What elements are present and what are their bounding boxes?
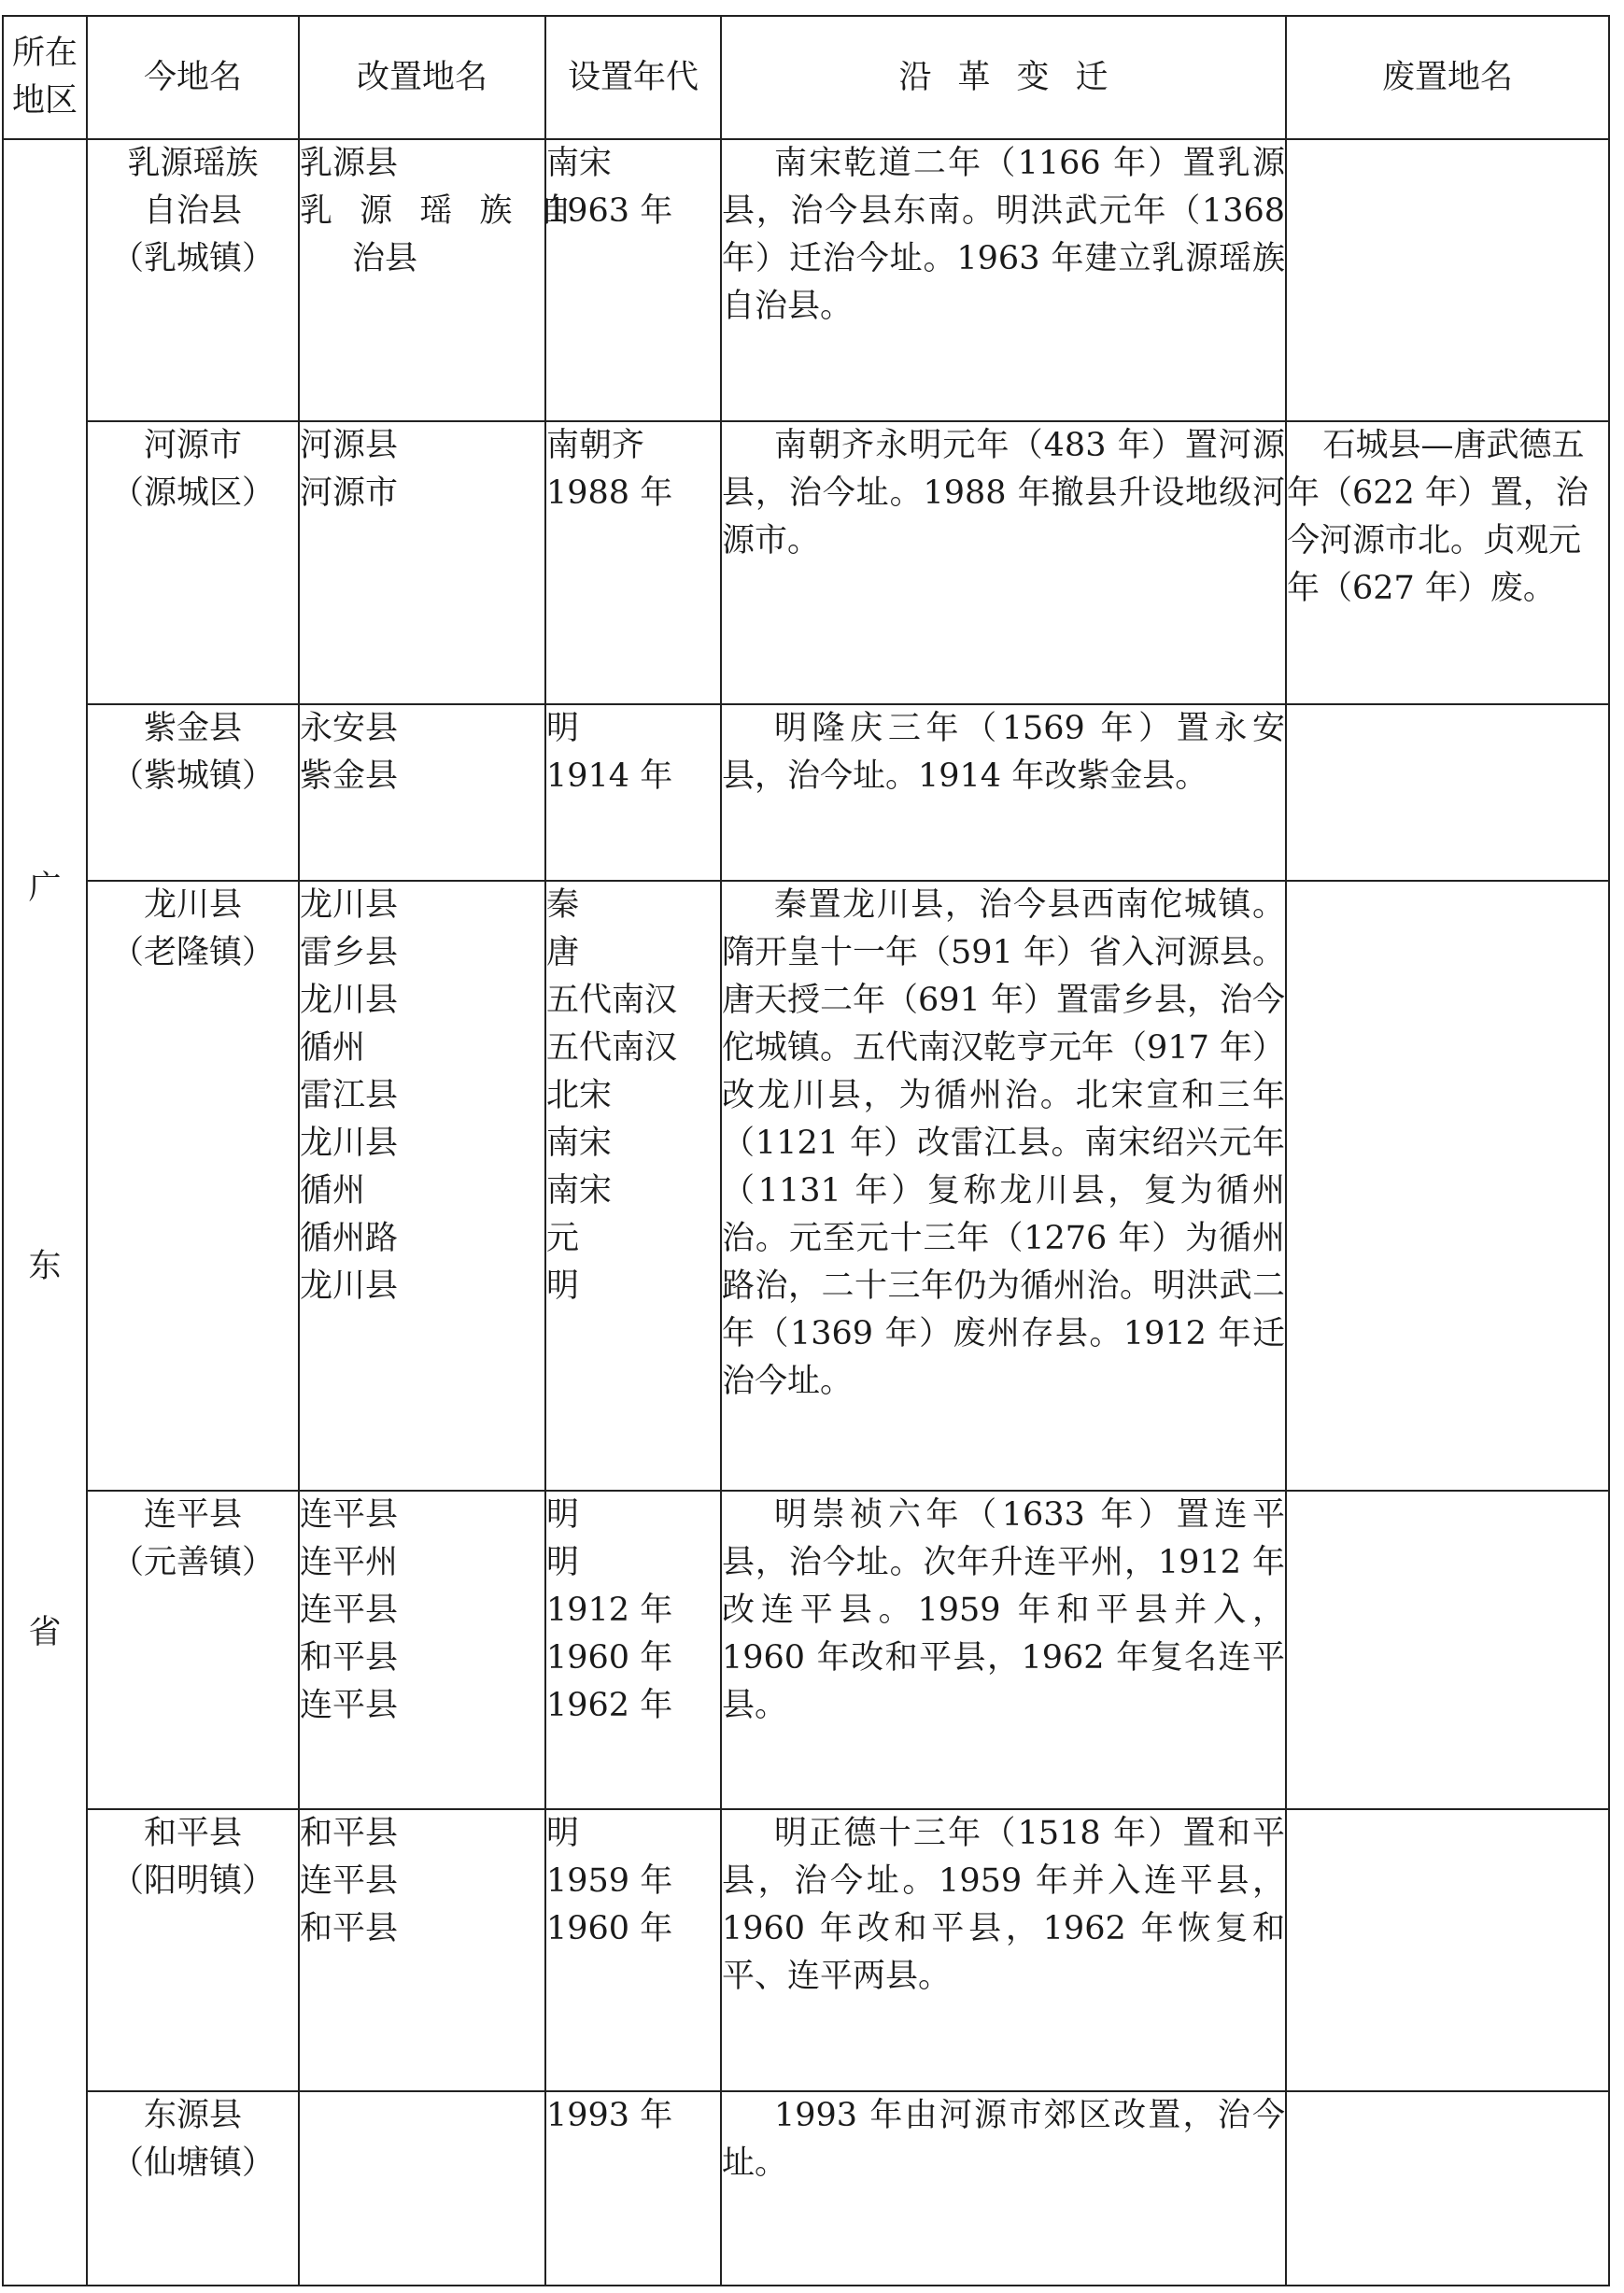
era-line: 1960 年 — [546, 1909, 673, 1947]
renamed-line: 河源县 — [300, 427, 399, 465]
header-history-char: 变 — [1016, 58, 1050, 96]
history-table — [2, 15, 1610, 2286]
renamed-line: 循州路 — [300, 1219, 399, 1257]
current-name-line: （紫城镇） — [110, 757, 275, 795]
era-line: 南宋 — [546, 1171, 613, 1210]
header-abolished: 废置地名 — [1286, 16, 1609, 139]
era-line: 1963 年 — [546, 192, 673, 230]
current-name-line: 龙川县 — [143, 885, 242, 924]
era-line: 明 — [546, 1814, 580, 1852]
history-cell — [721, 1491, 1286, 1808]
history-cell — [721, 704, 1286, 881]
header-renamed: 改置地名 — [299, 16, 545, 139]
current-name-cell — [87, 421, 299, 703]
current-name-line: 乳源瑶族 — [127, 145, 259, 182]
region-char: 广 — [28, 870, 62, 907]
renamed-line: 和平县 — [300, 1909, 399, 1947]
abolished-cell — [1286, 881, 1609, 1492]
renamed-cell — [299, 704, 545, 881]
renamed-cell — [299, 2091, 545, 2286]
current-name-cell — [87, 881, 299, 1492]
era-line: 1993 年 — [546, 2096, 673, 2134]
current-name-line: 东源县 — [143, 2096, 242, 2134]
current-name-cell — [87, 139, 299, 421]
table-row — [3, 139, 1609, 421]
abolished-cell — [1286, 1809, 1609, 2091]
history-text: 明正德十三年（1518 年）置和平县，治今址。1959 年并入连平县，1960 年改和平县，1962 年恢复和平、连平两县。 — [722, 1814, 1285, 1995]
renamed-line: 连平州 — [300, 1544, 399, 1582]
abolished-cell — [1286, 1491, 1609, 1808]
current-name-cell — [87, 2091, 299, 2286]
era-line: 南朝齐 — [546, 427, 645, 465]
region-char: 省 — [28, 1614, 62, 1651]
era-line: 明 — [546, 709, 580, 747]
renamed-line: 河源市 — [300, 474, 399, 513]
current-name-line: 和平县 — [143, 1814, 242, 1852]
renamed-line: 和平县 — [300, 1814, 399, 1852]
history-text: 南宋乾道二年（1166 年）置乳源县，治今县东南。明洪武元年（1368 年）迁治今址。1963 年建立乳源瑶族自治县。 — [722, 145, 1285, 325]
table-row — [3, 1809, 1609, 2091]
current-name-cell — [87, 704, 299, 881]
current-name-line: 河源市 — [143, 427, 242, 465]
era-line: 五代南汉 — [546, 1028, 678, 1067]
current-name-line: 连平县 — [143, 1496, 242, 1535]
era-cell — [545, 2091, 721, 2286]
region-cell — [3, 139, 87, 2286]
era-line: 1914 年 — [546, 757, 673, 795]
history-cell — [721, 421, 1286, 703]
renamed-line: 连平县 — [300, 1496, 399, 1535]
renamed-line: 乳源县 — [300, 145, 399, 182]
era-line: 1962 年 — [546, 1687, 673, 1725]
era-line: 五代南汉 — [546, 981, 678, 1019]
header-row — [3, 16, 1609, 139]
renamed-line: 龙川县 — [300, 885, 399, 924]
header-region-line: 所在 — [11, 35, 78, 72]
table-row — [3, 881, 1609, 1492]
renamed-line: 龙川县 — [300, 1267, 399, 1305]
current-name-line: （源城区） — [110, 474, 275, 513]
era-cell — [545, 704, 721, 881]
history-cell — [721, 1809, 1286, 2091]
era-cell — [545, 421, 721, 703]
era-line: 明 — [546, 1267, 580, 1305]
history-cell — [721, 2091, 1286, 2286]
current-name-line: 紫金县 — [143, 709, 242, 747]
era-line: 南宋 — [546, 145, 613, 182]
renamed-line: 循州 — [300, 1028, 366, 1067]
renamed-line: 连平县 — [300, 1592, 399, 1630]
header-history — [721, 16, 1286, 139]
header-history-char: 沿 — [898, 58, 932, 96]
header-region — [3, 16, 87, 139]
renamed-line: 雷乡县 — [300, 933, 399, 971]
renamed-cell — [299, 881, 545, 1492]
current-name-line: （乳城镇） — [110, 240, 275, 277]
era-cell — [545, 1491, 721, 1808]
table-row — [3, 421, 1609, 703]
history-text: 秦置龙川县，治今县西南佗城镇。隋开皇十一年（591 年）省入河源县。唐天授二年（691 年）置雷乡县，治今佗城镇。五代南汉乾亨元年（917 年）改龙川县，为循州治。北宋宣和三年（1121 年）改雷江县。南宋绍兴元年（1131 年）复称龙川县，复为循州治。元至元十三年（1276 年）为循州路治，二十三年仍为循州治。明洪武二年（1369 年）废州存县。1912 年迁治今址。 — [722, 885, 1285, 1400]
era-line: 元 — [546, 1219, 580, 1257]
abolished-cell — [1286, 704, 1609, 881]
abolished-text: 石城县—唐武德五年（622 年）置，治今河源市北。贞观元年（627 年）废。 — [1287, 427, 1589, 608]
table-row — [3, 2091, 1609, 2286]
header-era: 设置年代 — [545, 16, 721, 139]
current-name-line: （仙塘镇） — [110, 2144, 275, 2182]
era-line: 唐 — [546, 933, 580, 971]
abolished-cell — [1286, 139, 1609, 421]
era-line: 1912 年 — [546, 1592, 673, 1630]
era-line: 北宋 — [546, 1076, 613, 1114]
current-name-line: （老隆镇） — [110, 933, 275, 971]
header-history-char: 革 — [957, 58, 991, 96]
region-char: 东 — [28, 1248, 62, 1285]
era-line: 明 — [546, 1544, 580, 1582]
renamed-line: 龙川县 — [300, 1124, 399, 1162]
renamed-line: 雷江县 — [300, 1076, 399, 1114]
history-text: 明崇祯六年（1633 年）置连平县，治今址。次年升连平州，1912 年改连平县。1959 年和平县并入，1960 年改和平县，1962 年复名连平县。 — [722, 1496, 1285, 1725]
renamed-line: 永安县 — [300, 709, 399, 747]
current-name-line: （元善镇） — [110, 1544, 275, 1582]
era-line: 秦 — [546, 885, 580, 924]
renamed-cell — [299, 1491, 545, 1808]
era-line: 1959 年 — [546, 1861, 673, 1900]
renamed-line: 和平县 — [300, 1639, 399, 1677]
current-name-line: （阳明镇） — [110, 1861, 275, 1900]
current-name-line: 自治县 — [143, 192, 242, 230]
history-text: 1993 年由河源市郊区改置，治今址。 — [722, 2096, 1285, 2182]
abolished-cell — [1286, 421, 1609, 703]
era-line: 明 — [546, 1496, 580, 1535]
era-cell — [545, 139, 721, 421]
header-current: 今地名 — [87, 16, 299, 139]
era-line: 1960 年 — [546, 1639, 673, 1677]
header-history-char: 迁 — [1075, 58, 1109, 96]
renamed-line: 连平县 — [300, 1861, 399, 1900]
header-region-line: 地区 — [11, 82, 78, 120]
history-cell — [721, 881, 1286, 1492]
history-cell — [721, 139, 1286, 421]
renamed-line: 紫金县 — [300, 757, 399, 795]
renamed-line: 龙川县 — [300, 981, 399, 1019]
era-line: 1988 年 — [546, 474, 673, 513]
era-line: 南宋 — [546, 1124, 613, 1162]
renamed-line: 治县 — [352, 240, 418, 277]
current-name-cell — [87, 1809, 299, 2091]
era-cell — [545, 881, 721, 1492]
renamed-line: 循州 — [300, 1171, 366, 1210]
renamed-line: 乳 源 瑶 族 自 — [300, 192, 581, 230]
table-row — [3, 704, 1609, 881]
table-row — [3, 1491, 1609, 1808]
history-text: 明隆庆三年（1569 年）置永安县，治今址。1914 年改紫金县。 — [722, 709, 1285, 795]
renamed-cell — [299, 421, 545, 703]
current-name-cell — [87, 1491, 299, 1808]
renamed-line: 连平县 — [300, 1687, 399, 1725]
abolished-cell — [1286, 2091, 1609, 2286]
era-cell — [545, 1809, 721, 2091]
renamed-cell — [299, 1809, 545, 2091]
region-column — [4, 140, 86, 2285]
history-text: 南朝齐永明元年（483 年）置河源县，治今址。1988 年撤县升设地级河源市。 — [722, 427, 1285, 560]
